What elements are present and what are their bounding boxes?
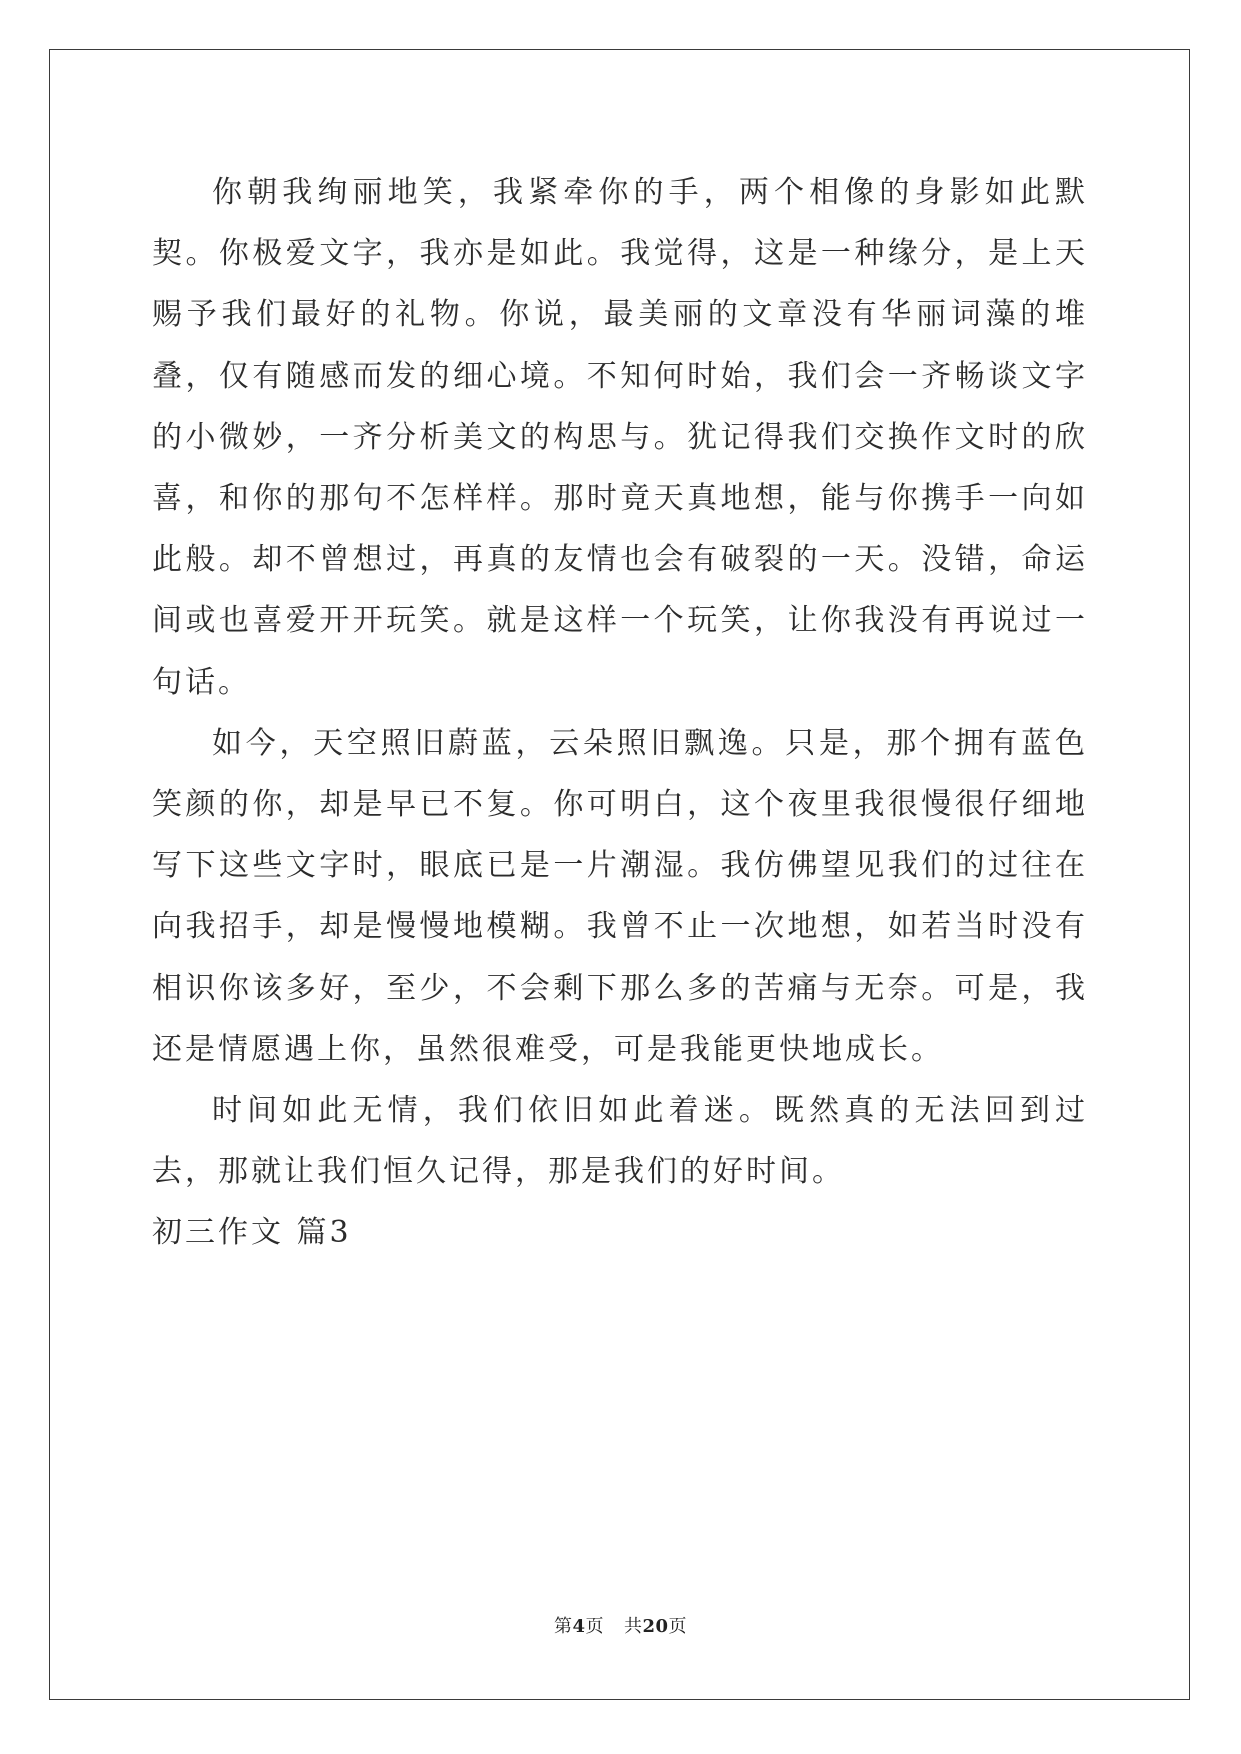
- footer-prefix: 第: [553, 1616, 573, 1637]
- section-heading: 初三作文 篇3: [152, 1215, 352, 1251]
- paragraph-1: 你朝我绚丽地笑，我紧牵你的手，两个相像的身影如此默契。你极爱文字，我亦是如此。我觉得，这是一种缘分，是上天赐予我们最好的礼物。你说，最美丽的文章没有华丽词藻的堆叠，仅有随感而发的细心境。不知何时始，我们会一齐畅谈文字的小微妙，一齐分析美文的构思与。犹记得我们交换作文时的欣喜，和你的那句不怎样样。那时竟天真地想，能与你携手一向如此般。却不曾想过，再真的友情也会有破裂的一天。没错，命运间或也喜爱开开玩笑。就是这样一个玩笑，让你我没有再说过一句话。: [152, 175, 1088, 700]
- footer-total-suffix: 页: [668, 1616, 688, 1637]
- paragraph-2: 如今，天空照旧蔚蓝，云朵照旧飘逸。只是，那个拥有蓝色笑颜的你，却是早已不复。你可明白，这个夜里我很慢很仔细地写下这些文字时，眼底已是一片潮湿。我仿佛望见我们的过往在向我招手，却是慢慢地模糊。我曾不止一次地想，如若当时没有相识你该多好，至少，不会剩下那么多的苦痛与无奈。可是，我还是情愿遇上你，虽然很难受，可是我能更快地成长。: [152, 725, 1088, 1067]
- footer-total-prefix: 共: [623, 1616, 643, 1637]
- page-footer: [0, 1612, 1241, 1638]
- total-page-count: 20: [642, 1616, 669, 1637]
- current-page-number: 4: [572, 1616, 586, 1637]
- document-body: [152, 162, 1088, 1264]
- paragraph-3: 时间如此无情，我们依旧如此着迷。既然真的无法回到过去，那就让我们恒久记得，那是我们的好时间。: [152, 1093, 1088, 1190]
- footer-page-suffix: 页: [585, 1616, 604, 1637]
